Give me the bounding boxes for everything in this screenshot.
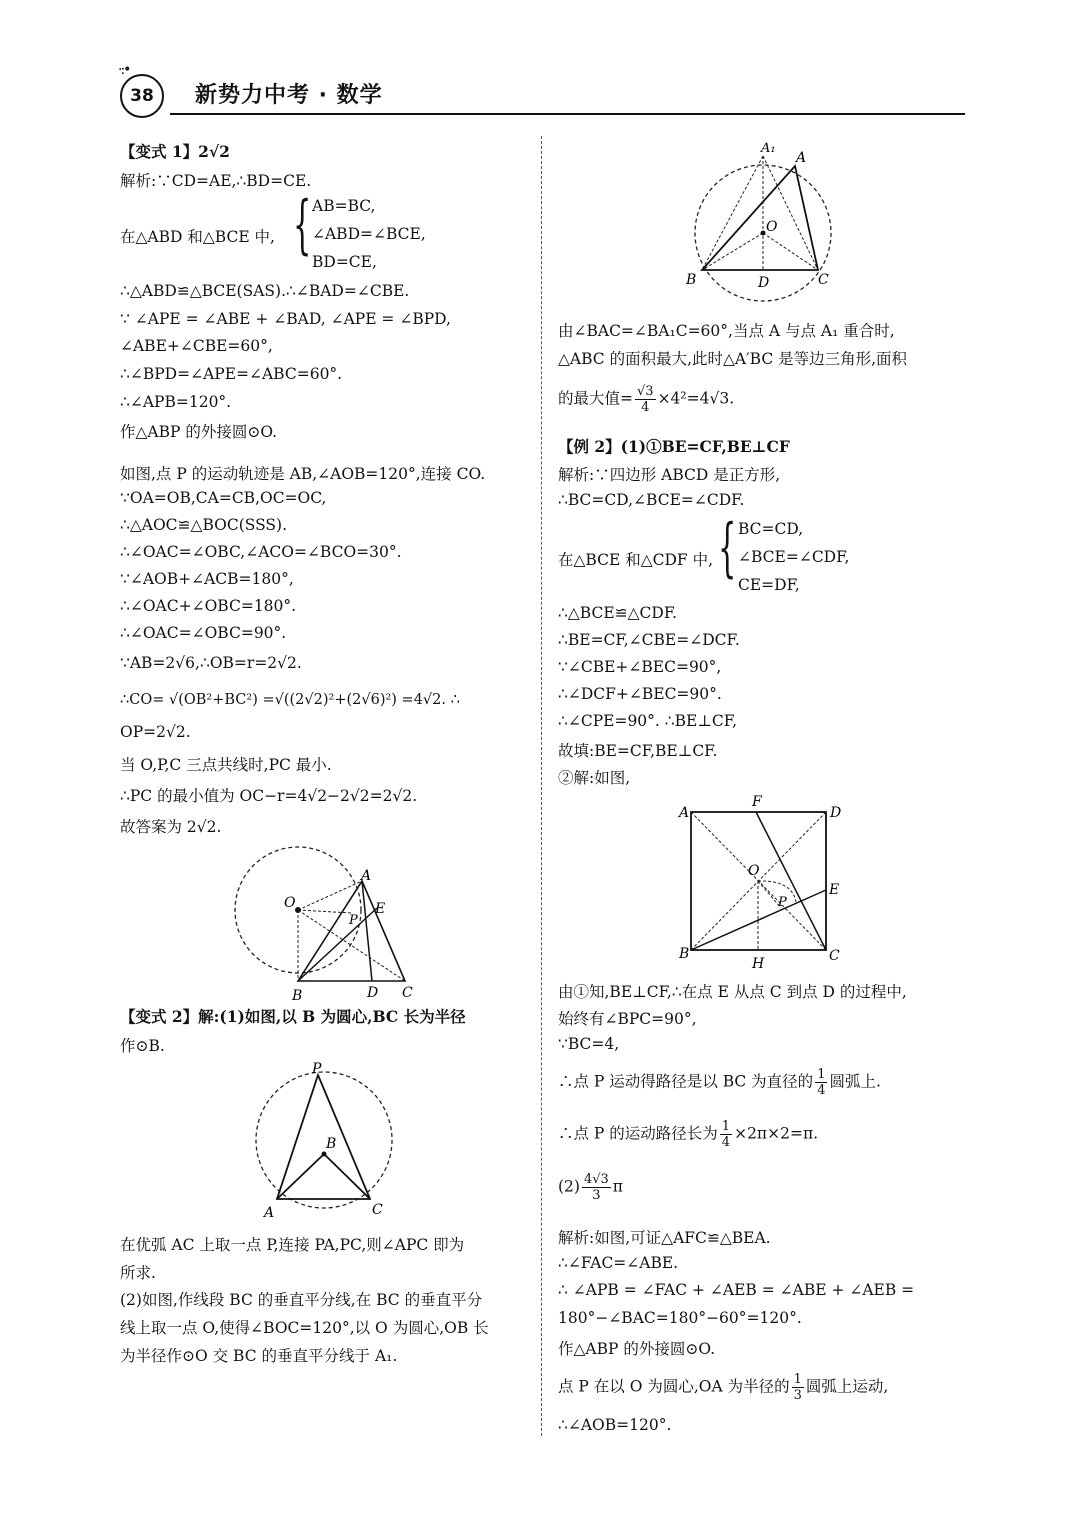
text-line: ∵∠AOB+∠ACB=180°, bbox=[120, 570, 294, 588]
text-line: 所求. bbox=[120, 1264, 156, 1282]
text-line: ∴∠APB=120°. bbox=[120, 393, 232, 411]
text-line: ∴∠AOB=120°. bbox=[558, 1416, 672, 1434]
text-fragment: ∴点 P 的运动路径长为 bbox=[558, 1124, 718, 1143]
text-line bbox=[558, 1119, 818, 1150]
numerator: √3 bbox=[637, 384, 654, 399]
fraction bbox=[792, 1372, 804, 1403]
text-line bbox=[558, 1372, 888, 1403]
label-h: H bbox=[752, 956, 765, 972]
figure-circle-b bbox=[250, 1058, 540, 1228]
text-line: ∴ ∠APB = ∠FAC + ∠AEB = ∠ABE + ∠AEB = bbox=[558, 1281, 915, 1299]
label-o: O bbox=[766, 219, 778, 235]
text-fragment: π bbox=[612, 1177, 623, 1196]
label-p: P bbox=[312, 1061, 322, 1077]
left-column bbox=[120, 0, 535, 1538]
text-line: OP=2√2. bbox=[120, 723, 191, 741]
label-a1: A₁ bbox=[761, 141, 776, 156]
label-c: C bbox=[372, 1202, 383, 1218]
label-f: F bbox=[752, 794, 762, 810]
label-d: D bbox=[758, 275, 770, 291]
text-line: ∴∠DCF+∠BEC=90°. bbox=[558, 685, 722, 703]
text-fragment: (2) bbox=[558, 1177, 580, 1196]
text-line: ∴△ABD≌△BCE(SAS).∴∠BAD=∠CBE. bbox=[120, 282, 410, 300]
label-d: D bbox=[367, 985, 379, 1001]
fraction bbox=[635, 384, 656, 415]
text-line: ∵BC=4, bbox=[558, 1035, 620, 1053]
text-line: ∴PC 的最小值为 OC−r=4√2−2√2=2√2. bbox=[120, 787, 418, 805]
fraction bbox=[720, 1119, 732, 1150]
label-p: P bbox=[349, 913, 358, 928]
text-line bbox=[558, 1067, 881, 1098]
text-line: ∴∠BPD=∠APE=∠ABC=60°. bbox=[120, 365, 343, 383]
label-e: E bbox=[829, 882, 840, 898]
text-line: 作⊙B. bbox=[120, 1037, 165, 1055]
text-line: ∴∠CPE=90°. ∴BE⊥CF, bbox=[558, 712, 738, 730]
text-line: ∴BE=CF,∠CBE=∠DCF. bbox=[558, 631, 740, 649]
text-line: 当 O,P,C 三点共线时,PC 最小. bbox=[120, 756, 332, 774]
numerator: 1 bbox=[793, 1372, 802, 1387]
numerator: 4√3 bbox=[583, 1172, 609, 1187]
text-line: △ABC 的面积最大,此时△A′BC 是等边三角形,面积 bbox=[558, 350, 908, 368]
label-a: A bbox=[264, 1205, 275, 1221]
header-decoration: ·:• bbox=[118, 62, 130, 78]
page-number: 38 bbox=[120, 74, 164, 118]
label-e: E bbox=[375, 901, 386, 917]
numerator: 1 bbox=[817, 1067, 826, 1082]
text-line: ∴∠FAC=∠ABE. bbox=[558, 1254, 679, 1272]
denominator: 4 bbox=[817, 1083, 826, 1098]
fraction bbox=[815, 1067, 827, 1098]
text-line: 作△ABP 的外接圆⊙O. bbox=[558, 1340, 716, 1358]
label-b: B bbox=[686, 272, 697, 288]
text-line: 在△ABD 和△BCE 中, bbox=[120, 228, 275, 246]
text-line: 为半径作⊙O 交 BC 的垂直平分线于 A₁. bbox=[120, 1347, 398, 1365]
text-line: 由①知,BE⊥CF,∴在点 E 从点 C 到点 D 的过程中, bbox=[558, 983, 907, 1001]
figure-square bbox=[674, 790, 854, 975]
column-separator bbox=[541, 136, 542, 1436]
text-line: 解析:∵CD=AE,∴BD=CE. bbox=[120, 172, 312, 190]
label-c: C bbox=[402, 985, 413, 1001]
text-line bbox=[558, 384, 734, 415]
book-title: 新势力中考 · 数学 bbox=[195, 83, 383, 108]
text-line: ∴△AOC≌△BOC(SSS). bbox=[120, 516, 288, 534]
text-line: 故答案为 2√2. bbox=[120, 818, 222, 836]
text-line: ∠ABE+∠CBE=60°, bbox=[120, 337, 273, 355]
text-line: 始终有∠BPC=90°, bbox=[558, 1010, 697, 1028]
system-line: AB=BC, bbox=[312, 197, 376, 215]
text-line: 180°−∠BAC=180°−60°=120°. bbox=[558, 1309, 802, 1327]
text-line: ②解:如图, bbox=[558, 769, 631, 787]
text-line: ∴BC=CD,∠BCE=∠CDF. bbox=[558, 491, 745, 509]
text-fragment: 点 P 在以 O 为圆心,OA 为半径的 bbox=[558, 1377, 790, 1396]
text-line bbox=[558, 1172, 623, 1203]
system-line: BC=CD, bbox=[738, 520, 804, 538]
label-b: B bbox=[679, 946, 690, 962]
text-line: 如图,点 P 的运动轨迹是 AB,∠AOB=120°,连接 CO. bbox=[120, 465, 486, 483]
text-line: ∴CO= √(OB²+BC²) =√((2√2)²+(2√6)²) =4√2. ∴ bbox=[120, 692, 460, 708]
variant1-answer: 【变式 1】2√2 bbox=[120, 142, 230, 161]
text-line: ∴∠OAC=∠OBC,∠ACO=∠BCO=30°. bbox=[120, 543, 402, 561]
text-fragment: ×4²=4√3. bbox=[657, 389, 735, 408]
text-fragment: 的最大值= bbox=[558, 389, 633, 408]
text-fragment: 圆弧上. bbox=[829, 1072, 881, 1091]
text-line: ∴∠OAC=∠OBC=90°. bbox=[120, 624, 287, 642]
label-b: B bbox=[326, 1136, 337, 1152]
brace: { bbox=[293, 188, 312, 262]
right-column bbox=[558, 0, 968, 1538]
text-line: 在△BCE 和△CDF 中, bbox=[558, 551, 714, 569]
example2-answer: 【例 2】(1)①BE=CF,BE⊥CF bbox=[558, 437, 790, 456]
text-line: 故填:BE=CF,BE⊥CF. bbox=[558, 742, 718, 760]
brace: { bbox=[718, 511, 737, 585]
text-line: ∵∠CBE+∠BEC=90°, bbox=[558, 658, 722, 676]
denominator: 3 bbox=[793, 1388, 802, 1403]
label-p: P bbox=[778, 895, 787, 910]
system-line: BD=CE, bbox=[312, 253, 377, 271]
figure-circle-triangle bbox=[230, 845, 540, 1005]
text-line: 作△ABP 的外接圆⊙O. bbox=[120, 423, 278, 441]
text-line: ∵AB=2√6,∴OB=r=2√2. bbox=[120, 654, 302, 672]
numerator: 1 bbox=[721, 1119, 731, 1134]
system-line: ∠ABD=∠BCE, bbox=[312, 225, 426, 243]
label-o: O bbox=[284, 895, 296, 911]
label-o: O bbox=[748, 863, 760, 879]
text-line: 线上取一点 O,使得∠BOC=120°,以 O 为圆心,OB 长 bbox=[120, 1319, 489, 1337]
text-line: 解析:如图,可证△AFC≌△BEA. bbox=[558, 1229, 771, 1247]
label-c: C bbox=[829, 948, 840, 964]
denominator: 3 bbox=[592, 1188, 601, 1203]
label-d: D bbox=[830, 805, 842, 821]
label-a: A bbox=[796, 150, 807, 166]
text-line: 【变式 2】解:(1)如图,以 B 为圆心,BC 长为半径 bbox=[120, 1007, 466, 1026]
text-line: 由∠BAC=∠BA₁C=60°,当点 A 与点 A₁ 重合时, bbox=[558, 322, 895, 340]
text-fragment: ∴点 P 运动得路径是以 BC 为直径的 bbox=[558, 1072, 814, 1091]
text-fragment: 圆弧上运动, bbox=[805, 1377, 889, 1396]
text-fragment: ×2π×2=π. bbox=[734, 1124, 819, 1143]
text-line: ∴△BCE≌△CDF. bbox=[558, 604, 678, 622]
denominator: 4 bbox=[721, 1135, 731, 1150]
label-a: A bbox=[679, 805, 690, 821]
fraction bbox=[582, 1172, 611, 1203]
text-line: 解析:∵四边形 ABCD 是正方形, bbox=[558, 466, 781, 484]
figure-circle-a1 bbox=[668, 136, 858, 316]
denominator: 4 bbox=[641, 400, 650, 415]
system-line: ∠BCE=∠CDF, bbox=[738, 548, 850, 566]
text-line: 在优弧 AC 上取一点 P,连接 PA,PC,则∠APC 即为 bbox=[120, 1236, 465, 1254]
label-b: B bbox=[292, 988, 303, 1004]
text-line: ∴∠OAC+∠OBC=180°. bbox=[120, 597, 297, 615]
label-c: C bbox=[818, 272, 829, 288]
label-a: A bbox=[361, 868, 372, 884]
text-line: ∵OA=OB,CA=CB,OC=OC, bbox=[120, 489, 327, 507]
text-line: ∵ ∠APE = ∠ABE + ∠BAD, ∠APE = ∠BPD, bbox=[120, 310, 451, 328]
text-line: (2)如图,作线段 BC 的垂直平分线,在 BC 的垂直平分 bbox=[120, 1291, 483, 1309]
system-line: CE=DF, bbox=[738, 576, 800, 594]
